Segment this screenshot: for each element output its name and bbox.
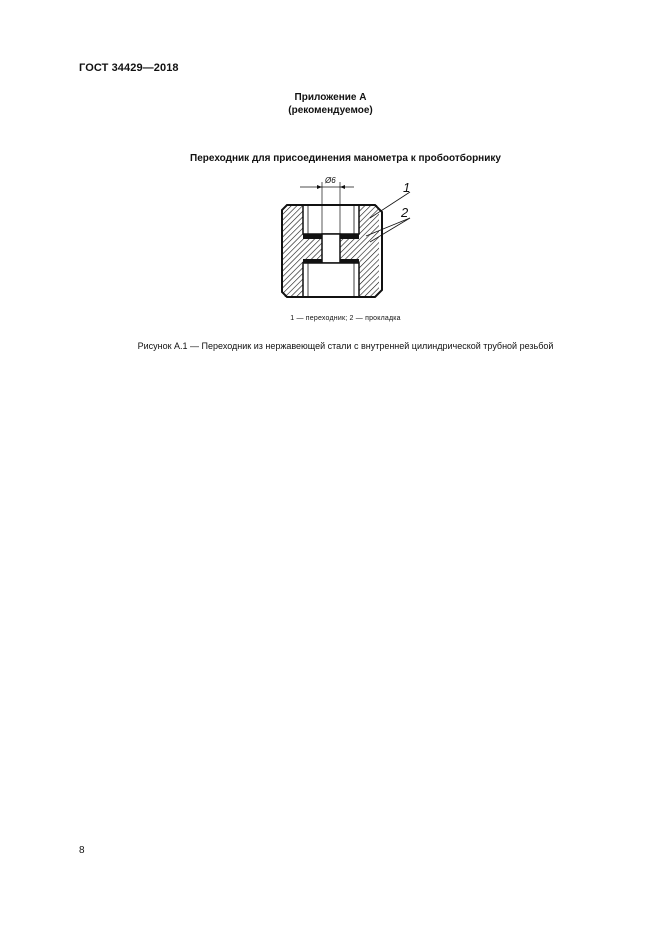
annex-title: Приложение А xyxy=(294,92,367,103)
figure-caption: Рисунок А.1 — Переходник из нержавеющей стали с внутренней цилиндрической трубной резьбой xyxy=(137,341,554,351)
callout-1: 1 xyxy=(403,180,411,195)
dimension-label: Ø6 xyxy=(325,176,336,185)
section-title: Переходник для присоединения манометра к пробоотборнику xyxy=(190,153,501,164)
lower-bore xyxy=(303,263,359,297)
annex-heading xyxy=(0,91,661,117)
upper-bore xyxy=(303,205,359,234)
callout-2: 2 xyxy=(401,205,409,220)
upper-gasket-left xyxy=(303,234,322,239)
center-channel xyxy=(322,234,340,263)
lower-gasket-right xyxy=(340,259,359,263)
page-number: 8 xyxy=(79,845,85,856)
lower-gasket-left xyxy=(303,259,322,263)
annex-status: (рекомендуемое) xyxy=(288,105,373,116)
figure-legend: 1 — переходник; 2 — прокладка xyxy=(290,315,401,322)
upper-gasket-right xyxy=(340,234,359,239)
document-header: ГОСТ 34429—2018 xyxy=(79,62,179,74)
adapter-drawing xyxy=(270,170,420,310)
